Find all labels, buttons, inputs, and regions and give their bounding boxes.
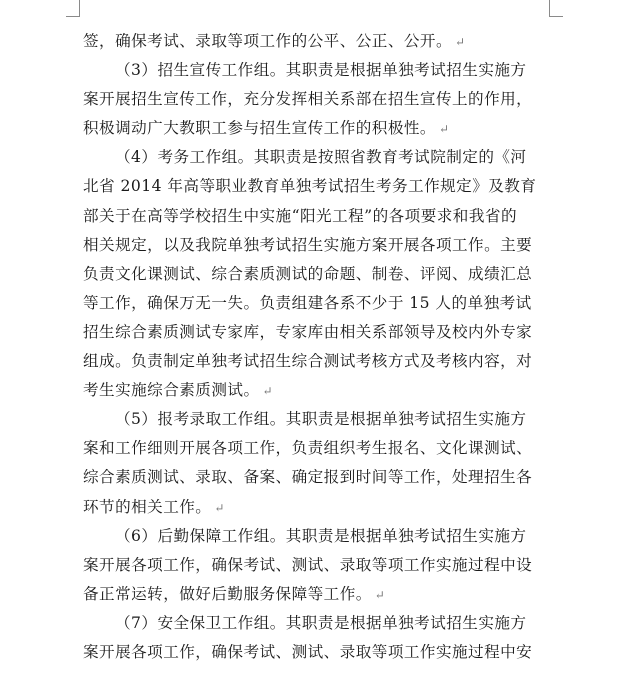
paragraph-line [83,56,563,85]
margin-corner-mark-left [66,0,80,17]
paragraph-line [83,289,563,318]
paragraph-line [83,405,563,434]
paragraph-line [83,638,563,667]
document-page [83,27,563,667]
paragraph-mark-icon: ↵ [262,384,273,399]
paragraph-line [83,143,563,172]
paragraph-line [83,522,563,551]
line-text: 案开展招生宣传工作，充分发挥相关系部在招生宣传上的作用， [83,90,533,109]
paragraph-line [83,27,563,56]
paragraph-mark-icon: ↵ [438,122,450,137]
line-text: 相关规定，以及我院单独考试招生实施方案开展各项工作。主要 [83,235,533,254]
margin-corner-mark-right [549,0,563,17]
paragraph-line [83,318,563,347]
paragraph-mark-icon: ↵ [374,587,386,602]
line-text: （5）报考录取工作组。其职责是根据单独考试招生实施方 [115,410,527,429]
paragraph-line [83,260,563,289]
paragraph-mark-icon: ↵ [455,35,466,49]
paragraph-line [83,376,563,405]
paragraph-line [83,172,563,201]
paragraph-mark-icon: ↵ [214,500,225,515]
paragraph-line [83,609,563,638]
line-text: 部关于在高等学校招生中实施“阳光工程”的各项要求和我省的 [83,206,517,225]
paragraph-line [83,202,563,231]
line-text: 积极调动广大教职工参与招生宣传工作的积极性。 [83,119,436,138]
line-text: 备正常运转，做好后勤服务保障等工作。 [83,584,372,603]
line-text: （3）招生宣传工作组。其职责是根据单独考试招生实施方 [115,61,527,80]
paragraph-line [83,114,563,143]
line-text: （4）考务工作组。其职责是按照省教育考试院制定的《河 [115,148,527,167]
line-text: （6）后勤保障工作组。其职责是根据单独考试招生实施方 [115,526,527,545]
line-text: 考生实施综合素质测试。 [83,381,260,400]
line-text: 案和工作细则开展各项工作，负责组织考生报名、文化课测试、 [83,439,533,458]
line-text: 北省 2014 年高等职业教育单独考试招生考务工作规定》及教育 [83,177,537,196]
paragraph-line [83,463,563,492]
paragraph-line [83,551,563,580]
line-text: 案开展各项工作，确保考试、测试、录取等项工作实施过程中安 [83,642,533,661]
line-text: （7）安全保卫工作组。其职责是根据单独考试招生实施方 [115,613,527,632]
line-text: 环节的相关工作。 [83,497,212,516]
paragraph-line [83,347,563,376]
line-text: 等工作，确保万无一失。负责组建各系不少于 15 人的单独考试 [83,293,532,312]
paragraph-line [83,434,563,463]
line-text: 组成。负责制定单独考试招生综合测试考核方式及考核内容，对 [83,352,533,371]
line-text: 案开展各项工作，确保考试、测试、录取等项工作实施过程中设 [83,555,533,574]
line-text: 负责文化课测试、综合素质测试的命题、制卷、评阅、成绩汇总 [83,264,533,283]
paragraph-line [83,231,563,260]
line-text: 招生综合素质测试专家库，专家库由相关系部领导及校内外专家 [83,322,533,341]
line-text: 签，确保考试、录取等项工作的公平、公正、公开。 [83,32,453,50]
paragraph-line [83,580,563,609]
paragraph-line [83,85,563,114]
paragraph-line [83,493,563,522]
line-text: 综合素质测试、录取、备案、确定报到时间等工作，处理招生各 [83,468,533,487]
